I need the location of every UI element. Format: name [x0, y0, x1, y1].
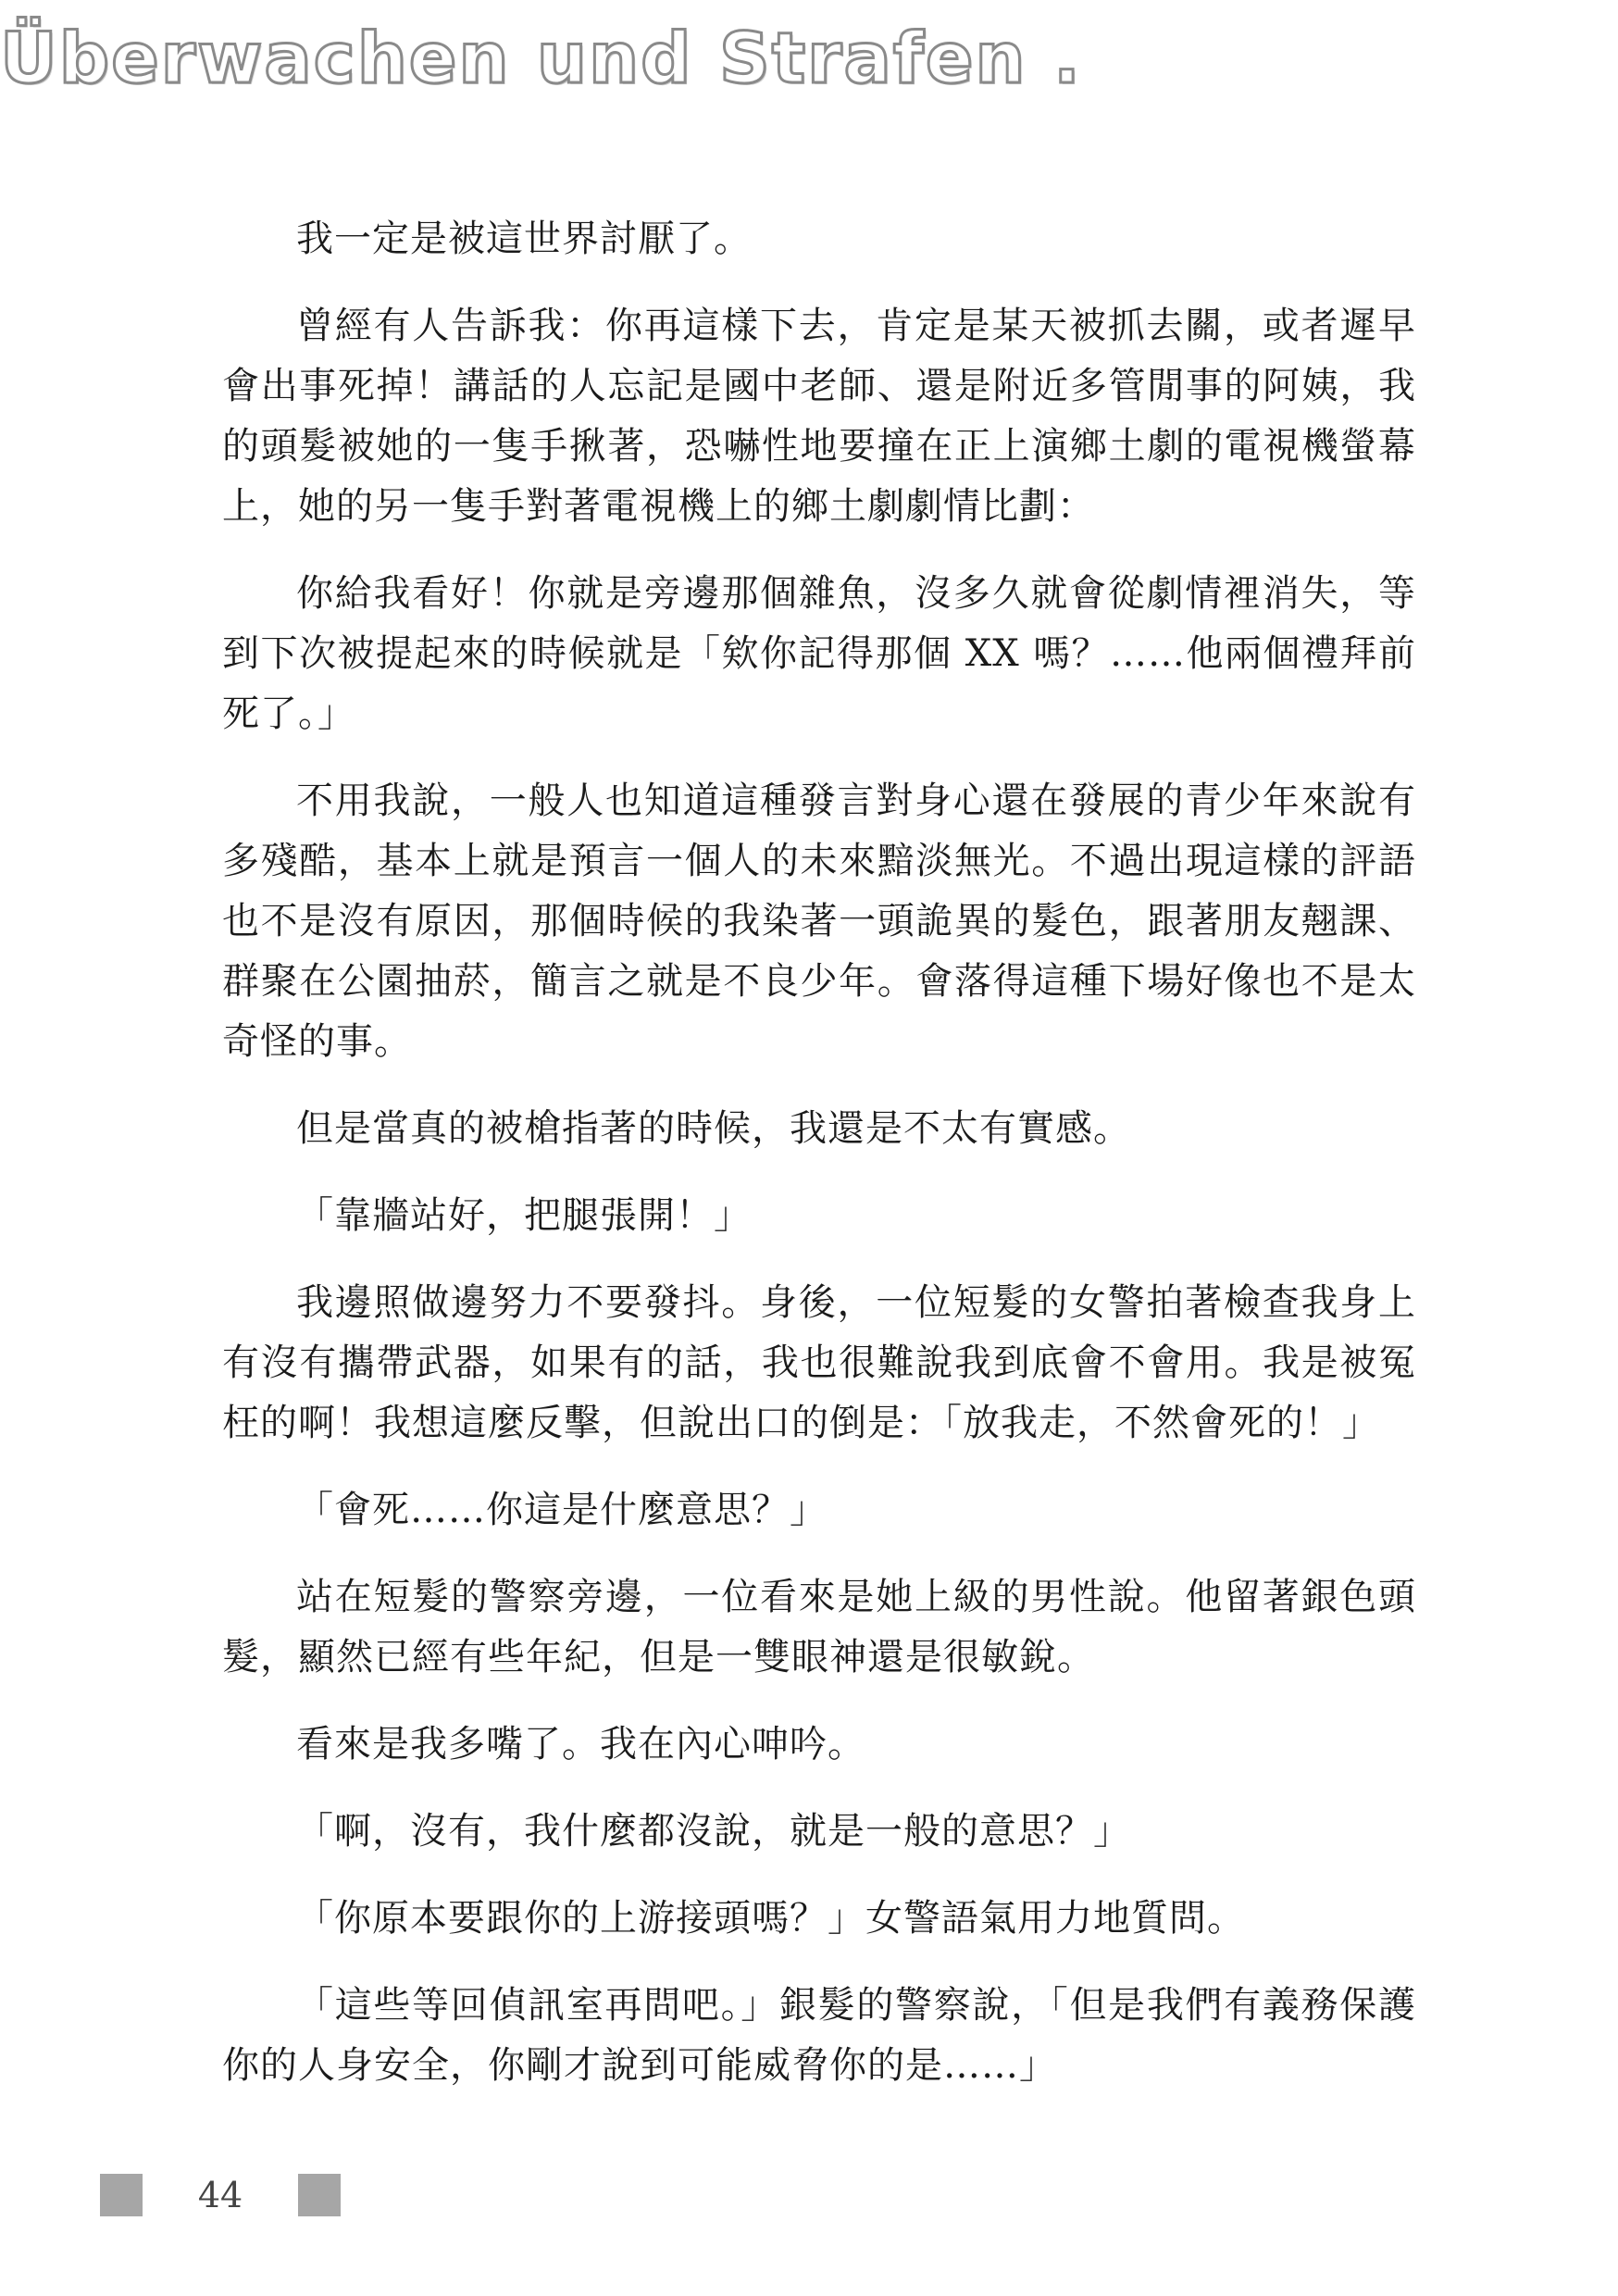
folio-block-right: [298, 2174, 341, 2216]
body-text: [222, 209, 1416, 2123]
paragraph: 但是當真的被槍指著的時候，我還是不太有實感。: [296, 1107, 1131, 1150]
paragraph: 「會死……你這是什麼意思？」: [296, 1489, 828, 1531]
paragraph: 看來是我多嘴了。我在內心呻吟。: [296, 1723, 865, 1766]
folio-block-left: [100, 2174, 143, 2216]
paragraph: 你給我看好！你就是旁邊那個雜魚，沒多久就會從劇情裡消失，等到下次被提起來的時候就是「欸你記得那個 XX 嗎？……他兩個禮拜前死了。」: [222, 572, 1416, 735]
page-footer: [100, 2174, 341, 2216]
paragraph: 我邊照做邊努力不要發抖。身後，一位短髮的女警拍著檢查我身上有沒有攜帶武器，如果有的話，我也很難說我到底會不會用。我是被冤枉的啊！我想這麼反擊，但說出口的倒是：「放我走，不然會死的！」: [222, 1281, 1416, 1444]
paragraph: 「這些等回偵訊室再問吧。」銀髮的警察說，「但是我們有義務保護你的人身安全，你剛才說到可能威脅你的是……」: [222, 1984, 1416, 2087]
paragraph: 「你原本要跟你的上游接頭嗎？」女警語氣用力地質問。: [296, 1897, 1245, 1940]
page-number: 44: [197, 2175, 243, 2215]
running-header-title: Überwachen und Strafen .: [0, 17, 1082, 99]
paragraph: 站在短髮的警察旁邊，一位看來是她上級的男性說。他留著銀色頭髮，顯然已經有些年紀，但是一雙眼神還是很敏銳。: [222, 1576, 1416, 1678]
paragraph: 「啊，沒有，我什麼都沒說，就是一般的意思？」: [296, 1810, 1131, 1853]
paragraph: 不用我說，一般人也知道這種發言對身心還在發展的青少年來說有多殘酷，基本上就是預言一個人的未來黯淡無光。不過出現這樣的評語也不是沒有原因，那個時候的我染著一頭詭異的髮色，跟著朋友翹課、群聚在公園抽菸，簡言之就是不良少年。會落得這種下場好像也不是太奇怪的事。: [222, 780, 1416, 1063]
paragraph: 曾經有人告訴我：你再這樣下去，肯定是某天被抓去關，或者遲早會出事死掉！講話的人忘記是國中老師、還是附近多管閒事的阿姨，我的頭髮被她的一隻手揪著，恐嚇性地要撞在正上演鄉土劇的電視機螢幕上，她的另一隻手對著電視機上的鄉土劇劇情比劃：: [222, 305, 1416, 528]
paragraph: 「靠牆站好，把腿張開！」: [296, 1194, 752, 1237]
paragraph: 我一定是被這世界討厭了。: [296, 218, 752, 260]
